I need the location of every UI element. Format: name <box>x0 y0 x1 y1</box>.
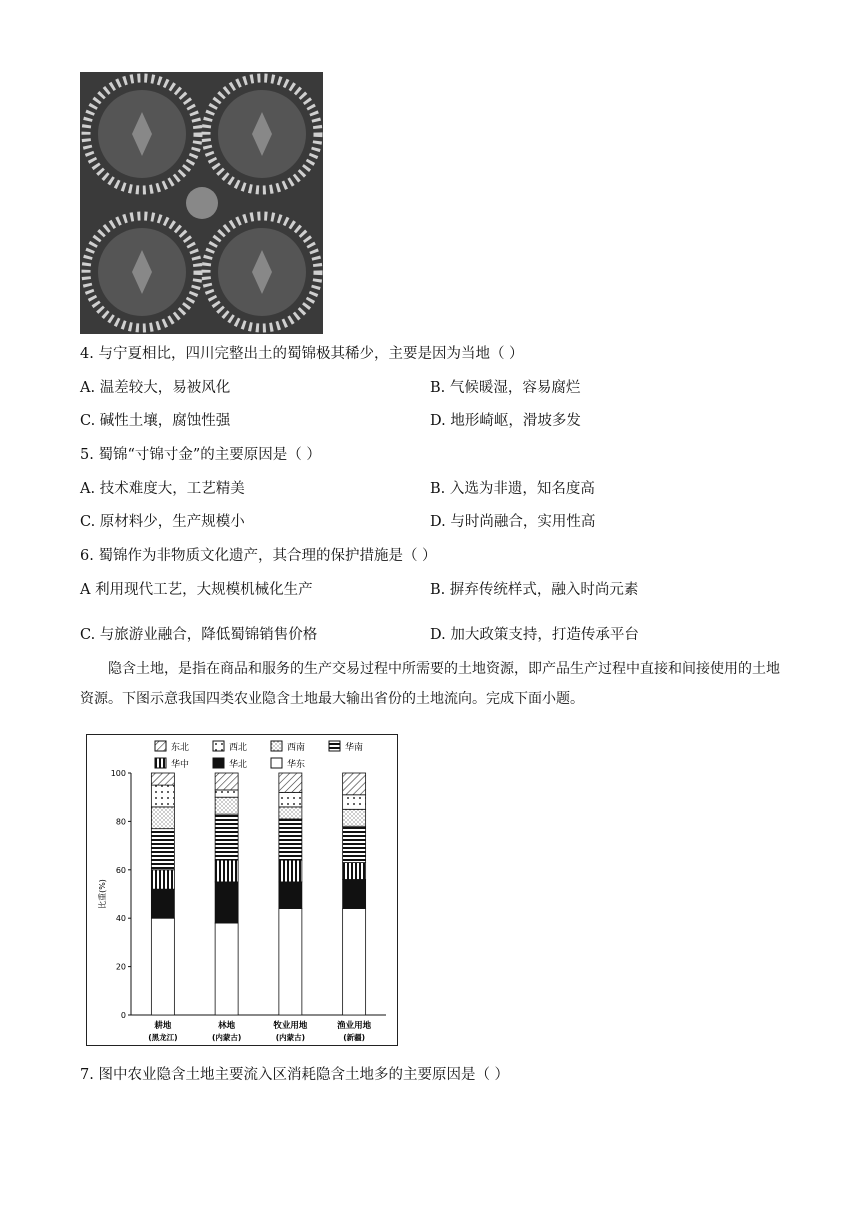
brocade-photo <box>80 72 323 334</box>
x-category-label: 林地 <box>218 1021 236 1031</box>
chart-legend <box>155 741 363 770</box>
legend-label: 华北 <box>229 760 248 770</box>
bar-segment <box>343 795 366 810</box>
legend-swatch-3 <box>271 741 282 751</box>
y-axis-label: 比重(%) <box>98 879 107 909</box>
legend-label: 华南 <box>345 743 364 753</box>
y-tick-label: 80 <box>115 817 126 827</box>
bar-segment <box>151 807 174 829</box>
bar-segment <box>343 879 366 908</box>
bar-segment <box>151 785 174 807</box>
bar-segment <box>343 809 366 826</box>
bar-segment <box>279 807 302 819</box>
y-tick-label: 0 <box>120 1011 126 1020</box>
bar-segment <box>343 826 366 862</box>
question-6-option-c: C. 与旅游业融合，降低蜀锦销售价格 <box>80 627 318 643</box>
legend-swatch-4 <box>329 741 340 751</box>
question-6-option-b: B. 摒弃传统样式，融入时尚元素 <box>430 582 639 598</box>
bar-segment <box>215 882 238 923</box>
bar-segment <box>151 773 174 785</box>
y-tick-label: 60 <box>115 865 126 875</box>
question-4-option-b: B. 气候暖湿，容易腐烂 <box>430 380 581 396</box>
question-5-option-d: D. 与时尚融合，实用性高 <box>430 514 596 530</box>
bar-segment <box>151 870 174 889</box>
y-tick-label: 100 <box>110 769 126 778</box>
legend-swatch-7 <box>271 758 282 768</box>
bar-segment <box>343 773 366 795</box>
question-7-stem: 7. 图中农业隐含土地主要流入区消耗隐含土地多的主要原因是（ ） <box>80 1067 510 1083</box>
shu-brocade-pattern-image <box>80 72 323 334</box>
x-category-label: 耕地 <box>154 1021 172 1031</box>
x-category-sublabel: (新疆) <box>343 1033 366 1042</box>
bar-segment <box>279 792 302 807</box>
bar-segment <box>279 882 302 909</box>
question-4-option-c: C. 碱性土壤，腐蚀性强 <box>80 413 231 429</box>
bar-segment <box>215 814 238 860</box>
bar-segment <box>151 889 174 918</box>
question-6-option-d: D. 加大政策支持，打造传承平台 <box>430 627 639 643</box>
bar-segment <box>343 863 366 880</box>
bar-segment <box>279 860 302 882</box>
question-4-option-d: D. 地形崎岖，滑坡多发 <box>430 413 581 429</box>
x-category-label: 牧业用地 <box>273 1021 308 1031</box>
question-4-option-a: A. 温差较大，易被风化 <box>80 380 231 396</box>
bar-segment <box>279 909 302 1015</box>
bar-segment <box>279 773 302 792</box>
land-flow-chart <box>86 734 398 1046</box>
chart-x-labels <box>148 1020 371 1042</box>
stacked-bar-chart <box>87 735 397 1045</box>
question-6-option-a: A 利用现代工艺，大规模机械化生产 <box>80 582 313 598</box>
bar-segment <box>279 819 302 860</box>
y-tick-label: 40 <box>115 914 126 924</box>
bar-segment <box>215 923 238 1015</box>
x-category-sublabel: (内蒙古) <box>275 1033 306 1042</box>
bar-segment <box>215 773 238 790</box>
question-4-stem: 4. 与宁夏相比，四川完整出土的蜀锦极其稀少，主要是因为当地（ ） <box>80 346 524 362</box>
question-5-stem: 5. 蜀锦“寸锦寸金”的主要原因是（ ） <box>80 447 321 463</box>
question-5-option-b: B. 入选为非遗，知名度高 <box>430 481 595 497</box>
question-5-option-a: A. 技术难度大，工艺精美 <box>80 481 245 497</box>
legend-label: 华中 <box>171 760 190 770</box>
bar-segment <box>215 790 238 797</box>
x-category-sublabel: (内蒙古) <box>211 1033 242 1042</box>
legend-label: 华东 <box>287 760 306 770</box>
x-category-sublabel: (黑龙江) <box>148 1033 178 1042</box>
bar-segment <box>343 909 366 1015</box>
legend-label: 东北 <box>171 743 190 753</box>
legend-swatch-1 <box>155 741 166 751</box>
bar-segment <box>151 829 174 870</box>
bar-segment <box>215 797 238 814</box>
question-5-option-c: C. 原材料少，生产规模小 <box>80 514 245 530</box>
legend-label: 西北 <box>229 743 248 753</box>
legend-swatch-2 <box>213 741 224 751</box>
legend-swatch-6 <box>213 758 224 768</box>
y-tick-label: 20 <box>115 962 126 972</box>
chart-bars <box>151 773 365 1015</box>
bar-segment <box>151 918 174 1015</box>
legend-label: 西南 <box>287 743 306 753</box>
bar-segment <box>215 860 238 882</box>
question-6-stem: 6. 蜀锦作为非物质文化遗产，其合理的保护措施是（ ） <box>80 548 437 564</box>
x-category-label: 渔业用地 <box>337 1021 372 1031</box>
intro-paragraph: 隐含土地，是指在商品和服务的生产交易过程中所需要的土地资源，即产品生产过程中直接和间接使用的土地资源。下图示意我国四类农业隐含土地最大输出省份的土地流向。完成下面小题。 <box>80 661 780 707</box>
legend-swatch-5 <box>155 758 166 768</box>
